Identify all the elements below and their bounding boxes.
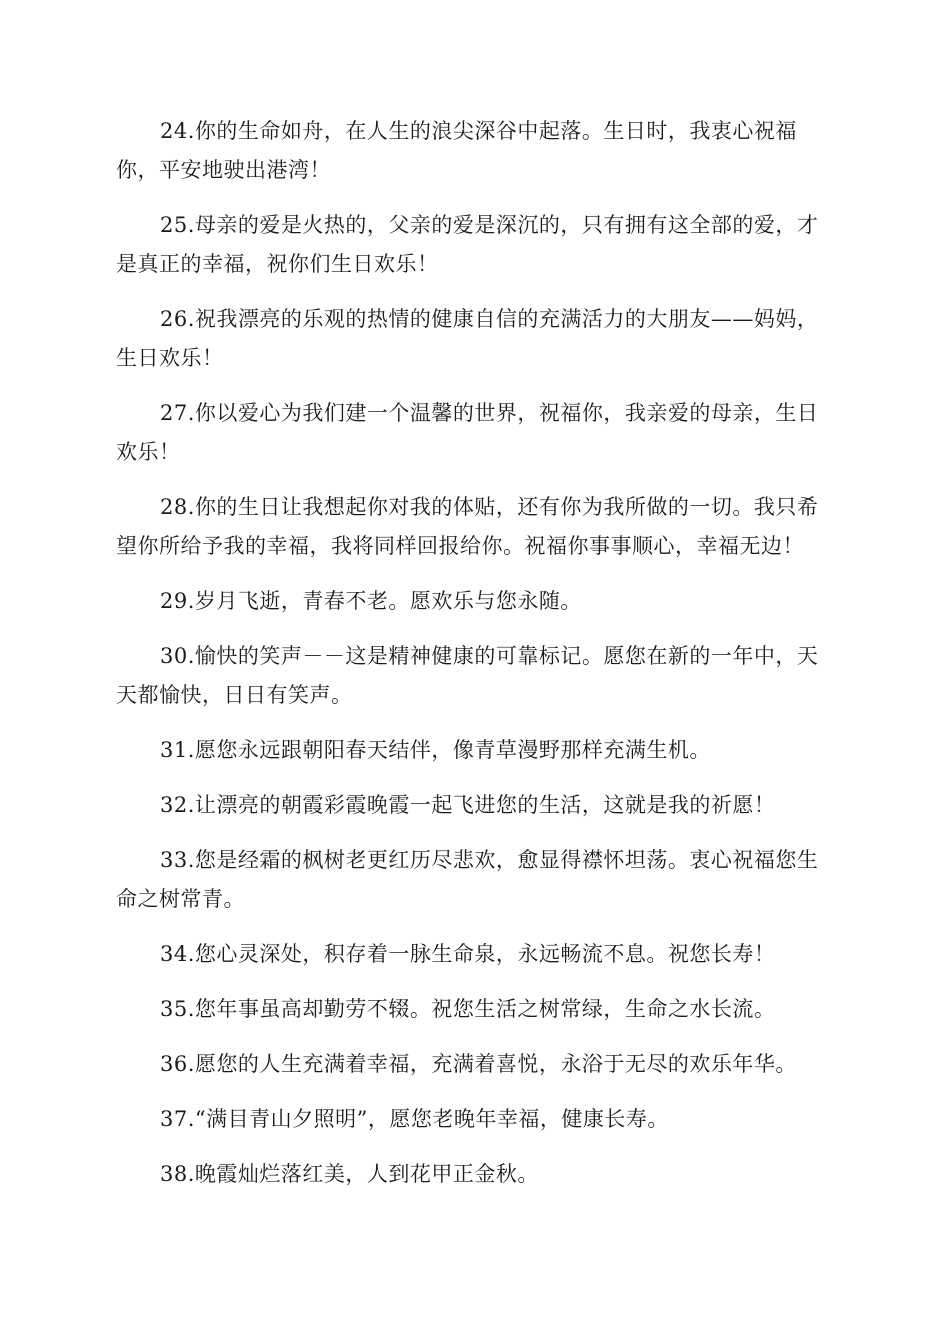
paragraph-38: 38.晚霞灿烂落红美，人到花甲正金秋。 — [160, 1162, 539, 1186]
paragraph-29: 29.岁月飞逝，青春不老。愿欢乐与您永随。 — [160, 589, 582, 613]
paragraph-34: 34.您心灵深处，积存着一脉生命泉，永远畅流不息。祝您长寿！ — [160, 942, 776, 966]
paragraph-28: 28.你的生日让我想起你对我的体贴，还有你为我所做的一切。我只希望你所给予我的幸福，我将同样回报给你。祝福你事事顺心，幸福无边！ — [116, 495, 819, 558]
paragraph-37: 37.“满目青山夕照明”，愿您老晚年幸福，健康长寿。 — [160, 1107, 669, 1131]
paragraph-24: 24.你的生命如舟，在人生的浪尖深谷中起落。生日时，我衷心祝福你，平安地驶出港湾！ — [116, 119, 797, 182]
paragraph-30: 30.愉快的笑声－－这是精神健康的可靠标记。愿您在新的一年中，天天都愉快，日日有笑声。 — [116, 644, 819, 707]
document-body — [116, 112, 832, 1210]
paragraph-32: 32.让漂亮的朝霞彩霞晚霞一起飞进您的生活，这就是我的祈愿！ — [160, 793, 776, 817]
paragraph-27: 27.你以爱心为我们建一个温馨的世界，祝福你，我亲爱的母亲，生日欢乐！ — [116, 401, 819, 464]
paragraph-33: 33.您是经霜的枫树老更红历尽悲欢，愈显得襟怀坦荡。衷心祝福您生命之树常青。 — [116, 848, 819, 911]
paragraph-25: 25.母亲的爱是火热的，父亲的爱是深沉的，只有拥有这全部的爱，才是真正的幸福，祝你们生日欢乐！ — [116, 213, 819, 276]
paragraph-31: 31.愿您永远跟朝阳春天结伴，像青草漫野那样充满生机。 — [160, 738, 711, 762]
paragraph-35: 35.您年事虽高却勤劳不辍。祝您生活之树常绿，生命之水长流。 — [160, 997, 776, 1021]
paragraph-26: 26.祝我漂亮的乐观的热情的健康自信的充满活力的大朋友——妈妈，生日欢乐！ — [116, 307, 819, 370]
paragraph-36: 36.愿您的人生充满着幸福，充满着喜悦，永浴于无尽的欢乐年华。 — [160, 1052, 797, 1076]
